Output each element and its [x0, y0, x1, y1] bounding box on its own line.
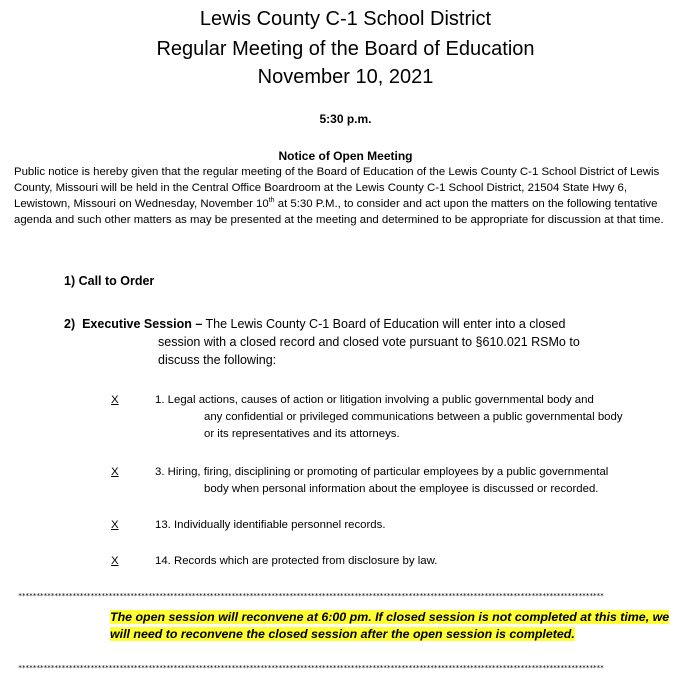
item-check-mark: X: [111, 466, 119, 478]
exec-line-1: [64, 315, 684, 333]
item-check-mark: X: [111, 394, 119, 406]
notice-text-part1: Public notice is hereby given that the regular meeting of the Board of Education of the Lewis County C-1 School District of Lewis County, Missouri will be held in the Central Office Boardroom at the Lewis County C-1 School District, 21504 State Hwy 6, Lewistown, Missouri on Wednesday, November 10: [14, 166, 660, 210]
notice-body: [14, 164, 684, 228]
separator-bottom: ******************************************************************************************************************************************************************: [18, 664, 604, 672]
item-text: 3. Hiring, firing, disciplining or promoting of particular employees by a public governmental: [155, 466, 609, 478]
notice-text-part2: at 5:30 P.M., to consider and act upon the matters on the following tentative agenda and such other matters as may be presented at the meeting and determined to be appropriate for discussion at that time.: [14, 198, 664, 226]
separator-top: ******************************************************************************************************************************************************************: [18, 592, 604, 600]
exec-line-3: discuss the following:: [158, 353, 277, 367]
closed-item-13: [111, 517, 686, 534]
notice-sup: th: [268, 197, 275, 205]
exec-number: 2): [64, 317, 76, 331]
reconvene-notice: [110, 609, 676, 643]
item-text-cont: body when personal information about the employee is discussed or recorded.: [204, 483, 599, 495]
meeting-time: 5:30 p.m.: [319, 112, 372, 126]
closed-item-3: [111, 464, 686, 498]
notice-heading: Notice of Open Meeting: [278, 149, 413, 163]
meeting-date: November 10, 2021: [257, 66, 434, 88]
exec-line-2: session with a closed record and closed vote pursuant to §610.021 RSMo to: [158, 335, 580, 349]
reconvene-text: The open session will reconvene at 6:00 pm. If closed session is not completed at this time, we will need to reconvene the closed session after the open session is completed.: [110, 610, 670, 641]
item-text: 1. Legal actions, causes of action or litigation involving a public governmental body and: [155, 394, 594, 406]
closed-item-14: [111, 553, 686, 570]
exec-text-1: The Lewis County C-1 Board of Education will enter into a closed: [202, 317, 566, 331]
meeting-title: Regular Meeting of the Board of Education: [156, 38, 535, 60]
item-text-cont: or its representatives and its attorneys.: [204, 428, 400, 440]
exec-label: Executive Session –: [82, 317, 203, 331]
item-text-cont: any confidential or privileged communications between a public governmental body: [204, 411, 623, 423]
call-to-order: 1) Call to Order: [64, 274, 155, 288]
item-check-mark: X: [111, 519, 119, 531]
closed-item-1: [111, 392, 686, 443]
item-text: 14. Records which are protected from disclosure by law.: [155, 555, 438, 567]
item-text: 13. Individually identifiable personnel records.: [155, 519, 386, 531]
item-check-mark: X: [111, 555, 119, 567]
district-title: Lewis County C-1 School District: [199, 8, 492, 30]
executive-session: [64, 315, 684, 369]
